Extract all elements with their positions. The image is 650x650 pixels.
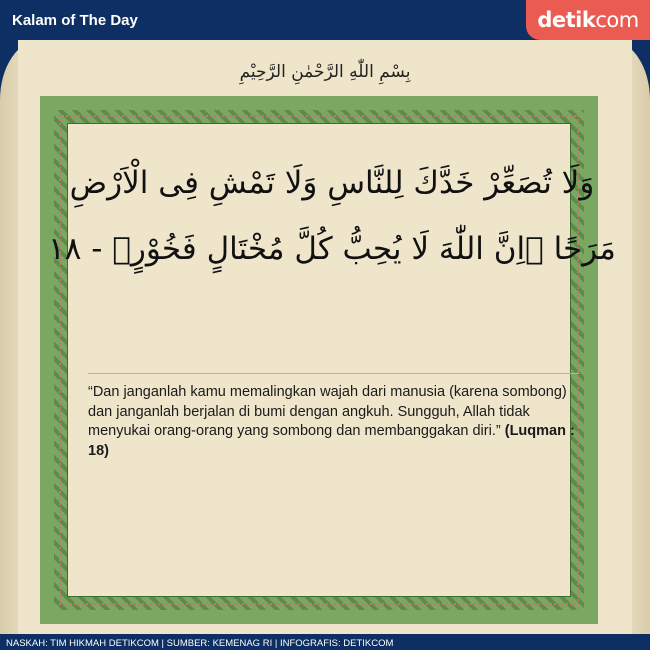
verse-reference: (Luqman : 18): [88, 423, 575, 459]
translation-text: “Dan janganlah kamu memalingkan wajah dari manusia (karena sombong) dan janganlah berjalan di bumi dengan angkuh. Sungguh, Allah tidak menyukai orang-orang yang sombong dan membanggakan diri.”: [88, 384, 567, 439]
logo-text: [537, 8, 638, 32]
quran-verse: [44, 150, 620, 282]
bismillah: بِسْمِ اللّٰهِ الرَّحْمٰنِ الرَّحِيْمِ: [239, 62, 411, 82]
verse-translation: [88, 383, 588, 461]
logo-light: com: [595, 8, 639, 32]
logo-bold: detik: [537, 8, 596, 32]
verse-line-1: وَلَا تُصَعِّرْ خَدَّكَ لِلنَّاسِ وَلَا تَمْشِ فِى الْاَرْضِ: [69, 165, 595, 201]
verse-line-2: مَرَحًا ۗاِنَّ اللّٰهَ لَا يُحِبُّ كُلَّ مُخْتَالٍ فَخُوْرٍۚ - ١٨: [48, 231, 616, 267]
divider: [88, 373, 579, 374]
footer-bar: [0, 634, 650, 650]
header-title: Kalam of The Day: [12, 12, 138, 29]
detikcom-logo[interactable]: [526, 0, 650, 40]
footer-credits: NASKAH: TIM HIKMAH DETIKCOM | SUMBER: KEMENAG RI | INFOGRAFIS: DETIKCOM: [6, 638, 394, 649]
